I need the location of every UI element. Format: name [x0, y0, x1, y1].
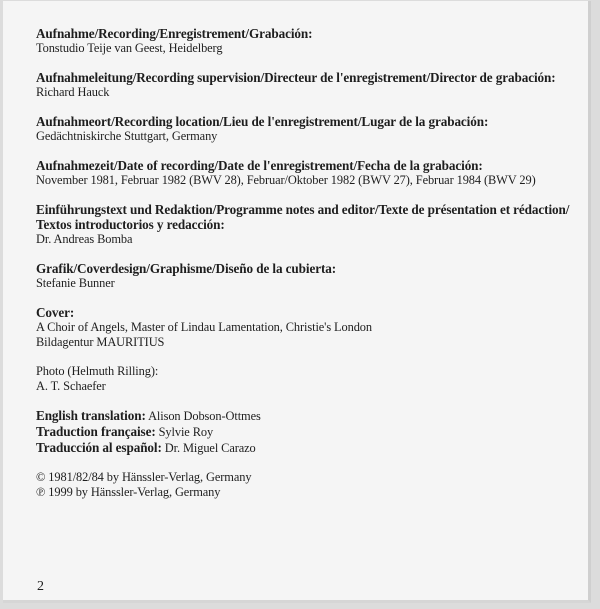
credits-section-recording: [36, 26, 576, 56]
credits-content: [36, 26, 576, 514]
phonographic-copyright-line: ℗ 1999 by Hänssler-Verlag, Germany: [36, 485, 221, 499]
section-value: November 1981, Februar 1982 (BWV 28), Februar/Oktober 1982 (BWV 27), Februar 1984 (BWV 29): [36, 173, 536, 187]
credits-section-supervision: [36, 70, 576, 100]
section-heading: Cover:: [36, 305, 75, 320]
section-heading-continued: Textos introductorios y redacción:: [36, 217, 225, 232]
section-heading: Einführungstext und Redaktion/Programme notes and editor/Texte de présentation et rédaction/: [36, 202, 570, 217]
section-heading: Aufnahme/Recording/Enregistrement/Grabación:: [36, 26, 313, 41]
credits-section-date: [36, 158, 576, 188]
section-value: Stefanie Bunner: [36, 276, 115, 290]
section-value: Dr. Andreas Bomba: [36, 232, 133, 246]
section-value: Bildagentur MAURITIUS: [36, 335, 165, 349]
section-heading: Aufnahmeort/Recording location/Lieu de l'enregistrement/Lugar de la grabación:: [36, 114, 489, 129]
translation-row: [36, 408, 576, 424]
translation-row: [36, 424, 576, 440]
credits-section-location: [36, 114, 576, 144]
copyright-line: © 1981/82/84 by Hänssler-Verlag, Germany: [36, 470, 252, 484]
translation-value: Dr. Miguel Carazo: [161, 441, 256, 455]
page-number: 2: [37, 579, 44, 594]
credits-section-notes-editor: [36, 202, 576, 247]
section-value: A. T. Schaefer: [36, 379, 106, 393]
credits-section-translations: [36, 408, 576, 456]
translation-row: [36, 440, 576, 456]
section-heading: Grafik/Coverdesign/Graphisme/Diseño de la cubierta:: [36, 261, 337, 276]
credits-section-copyright: [36, 470, 576, 500]
section-heading: Aufnahmezeit/Date of recording/Date de l'enregistrement/Fecha de la grabación:: [36, 158, 483, 173]
section-value: Tonstudio Teije van Geest, Heidelberg: [36, 41, 223, 55]
credits-section-design: [36, 261, 576, 291]
credits-section-photo: [36, 364, 576, 394]
translation-label: English translation:: [36, 408, 146, 423]
section-value: Richard Hauck: [36, 85, 110, 99]
section-value: Gedächtniskirche Stuttgart, Germany: [36, 129, 218, 143]
translation-value: Sylvie Roy: [155, 425, 214, 439]
section-value: A Choir of Angels, Master of Lindau Lamentation, Christie's London: [36, 320, 372, 334]
booklet-page: [3, 1, 591, 603]
translation-label: Traduction française:: [36, 424, 156, 439]
translation-label: Traducción al español:: [36, 440, 162, 455]
section-heading-plain: Photo (Helmuth Rilling):: [36, 364, 159, 378]
translation-value: Alison Dobson-Ottmes: [145, 409, 261, 423]
section-heading: Aufnahmeleitung/Recording supervision/Directeur de l'enregistrement/Director de grabación:: [36, 70, 556, 85]
credits-section-cover: [36, 305, 576, 350]
